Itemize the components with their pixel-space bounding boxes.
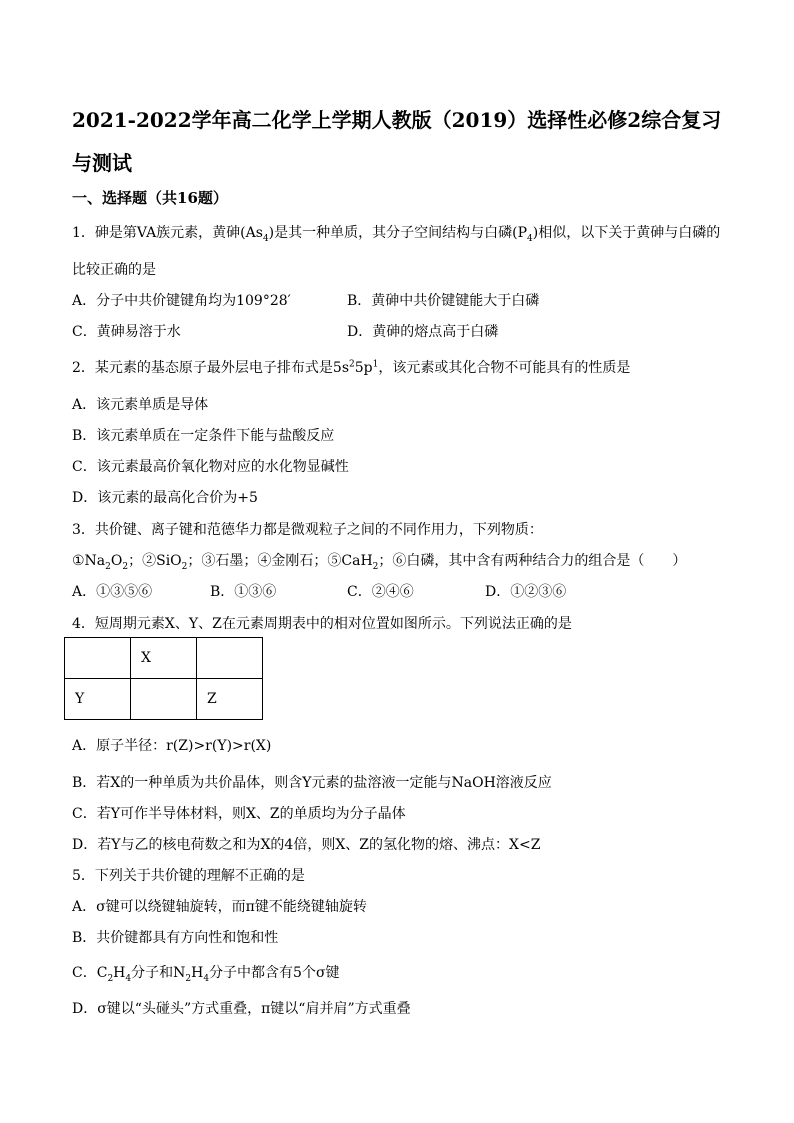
q2-stem-sup-1: 2	[349, 359, 355, 370]
q2-option-c: C．该元素最高价氧化物对应的水化物显碱性	[72, 459, 349, 475]
title-line-1: 2021-2022学年高二化学上学期人教版（2019）选择性必修2综合复习	[72, 108, 722, 132]
q3-option-b: B．①③⑥	[210, 584, 277, 600]
q5-option-d: D．σ键以“头碰头”方式重叠，π键以“肩并肩”方式重叠	[72, 1001, 411, 1017]
q4-option-b: B．若X的一种单质为共价晶体，则含Y元素的盐溶液一定能与NaOH溶液反应	[72, 775, 552, 791]
q3-items-sub-1: 2	[105, 561, 111, 572]
q3-option-d: D．①②③⑥	[485, 584, 567, 600]
q5-option-b: B．共价键都具有方向性和饱和性	[72, 930, 279, 946]
q3-stem: 3．共价键、离子键和范德华力都是微观粒子之间的不同作用力，下列物质：	[72, 522, 543, 538]
q1-stem-text-b: )是其一种单质，其分子空间结构与白磷(P	[268, 225, 528, 241]
table-cell: Y	[65, 679, 131, 720]
table-cell	[197, 638, 263, 679]
q5-option-c	[72, 962, 340, 984]
q4-option-c: C．若Y可作半导体材料，则X、Z的单质均为分子晶体	[72, 806, 406, 822]
table-cell	[65, 638, 131, 679]
q4-option-a: A．原子半径：r(Z)>r(Y)>r(X)	[72, 738, 272, 754]
section-heading: 一、选择题（共16题）	[72, 189, 228, 207]
q3-items-text-d: ；③石墨；④金刚石；⑤CaH	[187, 553, 373, 569]
q2-stem-text-c: ，该元素或其化合物不可能具有的性质是	[378, 360, 631, 376]
table-cell	[131, 679, 197, 720]
q5-c-text-b: H	[113, 965, 126, 981]
q1-stem-sub-2: 4	[527, 233, 533, 244]
q3-items-text-e: ；⑥白磷，其中含有两种结合力的组合是（ ）	[378, 553, 687, 569]
q4-stem: 4．短周期元素X、Y、Z在元素周期表中的相对位置如图所示。下列说法正确的是	[72, 616, 572, 632]
q5-c-text-e: 分子中都含有5个σ键	[209, 965, 340, 981]
table-cell: Z	[197, 679, 263, 720]
q1-stem-line-2: 比较正确的是	[72, 262, 156, 278]
q5-c-sub-3: 2	[185, 973, 192, 984]
q4-option-d: D．若Y与乙的核电荷数之和为X的4倍，则X、Z的氢化物的熔、沸点：X<Z	[72, 837, 541, 853]
q5-option-a: A．σ键可以绕键轴旋转，而π键不能绕键轴旋转	[72, 899, 367, 915]
q5-c-text-c: 分子和N	[131, 965, 186, 981]
table-row	[65, 638, 263, 679]
periodic-position-table	[64, 637, 263, 720]
q5-c-text-d: H	[191, 965, 204, 981]
q1-stem-text-c: )相似，以下关于黄砷与白磷的	[532, 225, 721, 241]
q1-option-b: B．黄砷中共价键键能大于白磷	[347, 293, 540, 309]
q5-c-sub-4: 4	[203, 973, 210, 984]
q2-stem	[72, 357, 630, 377]
q1-option-a: A．分子中共价键键角均为109°28′	[72, 293, 291, 309]
q3-items-text-a: ①Na	[72, 553, 106, 569]
q2-option-b: B．该元素单质在一定条件下能与盐酸反应	[72, 428, 335, 444]
q3-items	[72, 550, 686, 572]
q2-stem-text-b: 5p	[354, 360, 373, 376]
q1-stem-line-1	[72, 222, 720, 244]
table-row	[65, 679, 263, 720]
q3-option-c: C．②④⑥	[347, 584, 414, 600]
q1-stem-sub-1: 4	[262, 233, 269, 244]
q5-c-sub-1: 2	[107, 973, 114, 984]
q1-option-c: C．黄砷易溶于水	[72, 324, 181, 340]
q2-option-a: A．该元素单质是导体	[72, 397, 209, 413]
table-cell: X	[131, 638, 197, 679]
q5-stem: 5．下列关于共价键的理解不正确的是	[72, 868, 305, 884]
q3-items-sub-3: 2	[181, 561, 188, 572]
q5-c-sub-2: 4	[125, 973, 132, 984]
q1-option-d: D．黄砷的熔点高于白磷	[347, 324, 499, 340]
q2-stem-sup-2: 1	[372, 359, 379, 370]
title-line-2: 与测试	[72, 151, 132, 175]
q3-items-text-c: ；②SiO	[128, 553, 182, 569]
q2-option-d: D．该元素的最高化合价为+5	[72, 490, 258, 506]
q1-stem-text-a: 1．砷是第VA族元素，黄砷(As	[72, 225, 263, 241]
q3-option-a: A．①③⑤⑥	[72, 584, 153, 600]
q2-stem-text-a: 2．某元素的基态原子最外层电子排布式是5s	[72, 360, 349, 376]
q3-items-text-b: O	[110, 553, 123, 569]
q3-items-sub-2: 2	[122, 561, 129, 572]
q5-c-text-a: C．C	[72, 965, 108, 981]
q3-items-sub-4: 2	[372, 561, 379, 572]
